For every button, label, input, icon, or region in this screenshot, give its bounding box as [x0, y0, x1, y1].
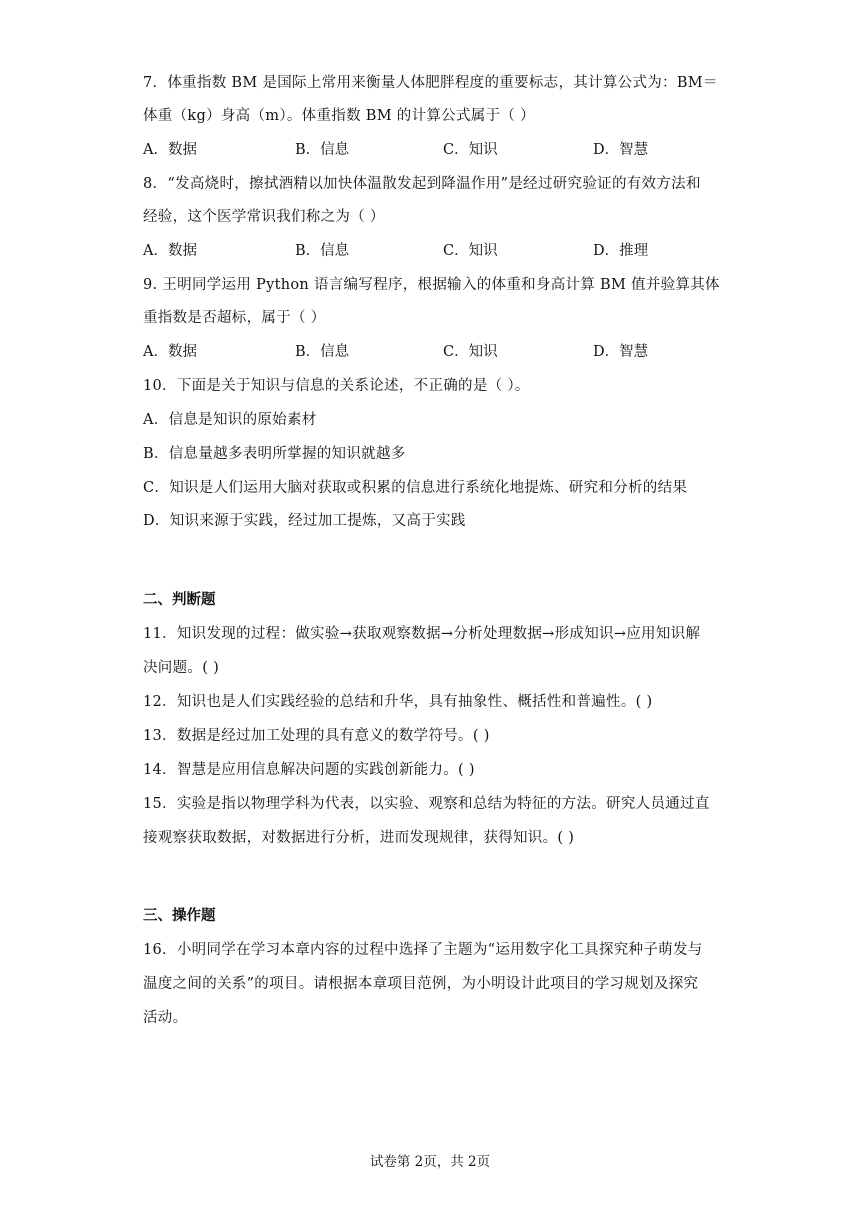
- q7-option-a: A．数据: [143, 142, 197, 158]
- q16-line2: 温度之间的关系”的项目。请根据本章项目范例，为小明设计此项目的学习规划及探究: [143, 976, 699, 992]
- q8-option-d: D．推理: [593, 243, 649, 259]
- q9-option-b: B．信息: [295, 344, 350, 360]
- q9-option-a: A．数据: [143, 344, 197, 360]
- q10-option-b: B．信息量越多表明所掌握的知识就越多: [143, 446, 406, 462]
- q10-line1: 10．下面是关于知识与信息的关系论述，不正确的是（ ）。: [143, 378, 530, 394]
- q12-line: 12．知识也是人们实践经验的总结和升华，具有抽象性、概括性和普遍性。( ): [143, 694, 653, 710]
- q7-option-c: C．知识: [443, 142, 498, 158]
- q11-line2: 决问题。( ): [143, 660, 220, 676]
- q11-line1: 11．知识发现的过程：做实验→获取观察数据→分析处理数据→形成知识→应用知识解: [143, 626, 701, 642]
- q9-option-d: D．智慧: [593, 344, 649, 360]
- q7-option-d: D．智慧: [593, 142, 649, 158]
- section-heading-judgement: 二、判断题: [143, 592, 216, 608]
- q7-line2: 体重（kg）身高（m）。体重指数 BM 的计算公式属于（ ）: [143, 108, 535, 124]
- q14-line: 14．智慧是应用信息解决问题的实践创新能力。( ): [143, 762, 475, 778]
- section-heading-operation: 三、操作题: [143, 908, 216, 924]
- q15-line2: 接观察获取数据，对数据进行分析，进而发现规律，获得知识。( ): [143, 830, 575, 846]
- q10-option-d: D．知识来源于实践，经过加工提炼，又高于实践: [143, 513, 466, 529]
- q10-option-a: A．信息是知识的原始素材: [143, 412, 317, 428]
- q7-line1: 7．体重指数 BM 是国际上常用来衡量人体肥胖程度的重要标志，其计算公式为：BM＝: [143, 75, 718, 91]
- q7-option-b: B．信息: [295, 142, 350, 158]
- q9-option-c: C．知识: [443, 344, 498, 360]
- q8-option-c: C．知识: [443, 243, 498, 259]
- q8-option-a: A．数据: [143, 243, 197, 259]
- q9-line2: 重指数是否超标，属于（ ）: [143, 310, 326, 326]
- q16-line3: 活动。: [143, 1010, 188, 1026]
- q8-line1: 8．“发高烧时，擦拭酒精以加快体温散发起到降温作用”是经过研究验证的有效方法和: [143, 176, 701, 192]
- q9-line1: 9. 王明同学运用 Python 语言编写程序，根据输入的体重和身高计算 BM 值并验算其体: [143, 277, 720, 293]
- q16-line1: 16．小明同学在学习本章内容的过程中选择了主题为“运用数字化工具探究种子萌发与: [143, 942, 703, 958]
- q8-line2: 经验，这个医学常识我们称之为（ ）: [143, 209, 385, 225]
- page-footer: 试卷第 2页，共 2页: [369, 1154, 491, 1170]
- q10-option-c: C．知识是人们运用大脑对获取或积累的信息进行系统化地提炼、研究和分析的结果: [143, 480, 688, 496]
- q8-option-b: B．信息: [295, 243, 350, 259]
- q15-line1: 15．实验是指以物理学科为代表，以实验、观察和总结为特征的方法。研究人员通过直: [143, 796, 710, 812]
- q13-line: 13．数据是经过加工处理的具有意义的数学符号。( ): [143, 728, 490, 744]
